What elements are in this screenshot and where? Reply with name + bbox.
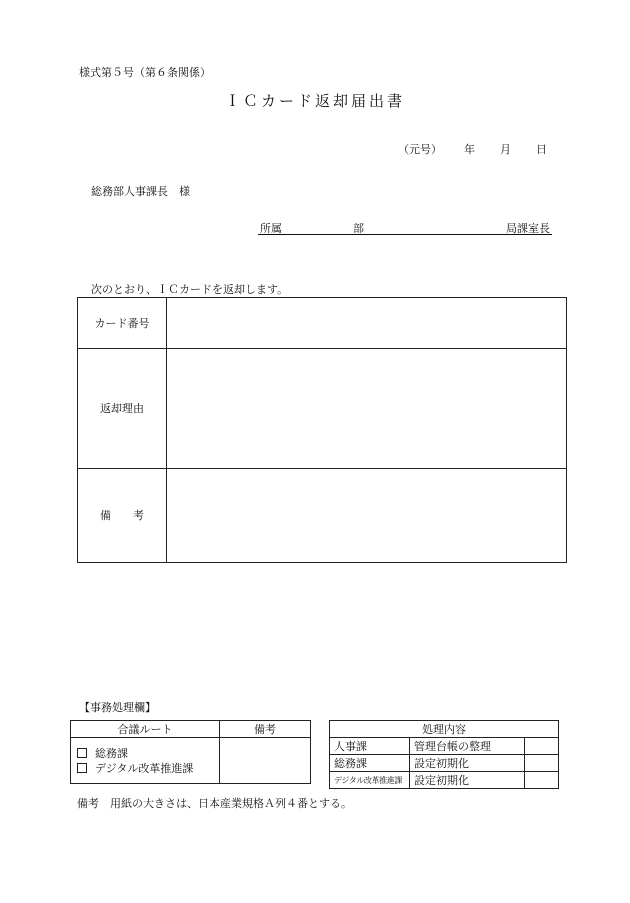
work-task: 設定初期化 <box>410 755 525 772</box>
route-note-field[interactable] <box>220 738 311 784</box>
date-year: 年 <box>464 143 475 156</box>
footnote: 備考 用紙の大きさは、日本産業規格Ａ列４番とする。 <box>77 797 352 810</box>
processing-heading: 【事務処理欄】 <box>79 701 156 714</box>
affiliation-office: 局課室長 <box>506 222 550 235</box>
work-header: 処理内容 <box>330 721 559 738</box>
intro-text: 次のとおり、ＩＣカードを返却します。 <box>91 283 289 296</box>
work-row <box>330 772 559 789</box>
addressee: 総務部人事課長 様 <box>91 185 190 198</box>
work-task: 設定初期化 <box>410 772 525 789</box>
return-reason-row <box>78 349 567 468</box>
work-task: 管理台帳の整理 <box>410 738 525 755</box>
work-dept: 人事課 <box>330 738 410 755</box>
form-number: 様式第５号（第６条関係） <box>79 66 211 79</box>
date-month: 月 <box>500 143 511 156</box>
date-day: 日 <box>536 143 547 156</box>
card-number-field[interactable] <box>167 298 567 349</box>
remarks-label: 備 考 <box>78 468 167 562</box>
return-form-table <box>77 297 567 563</box>
card-number-label: カード番号 <box>78 298 167 349</box>
checkbox[interactable] <box>77 748 87 758</box>
remarks-field[interactable] <box>167 468 567 562</box>
affiliation-underline <box>258 234 552 235</box>
affiliation-label: 所属 <box>260 222 282 235</box>
work-dept: 総務課 <box>330 755 410 772</box>
document-title: ＩＣカード返却届出書 <box>224 92 405 110</box>
checkbox[interactable] <box>77 763 87 773</box>
route-note-header: 備考 <box>220 721 311 738</box>
return-reason-field[interactable] <box>167 349 567 468</box>
work-dept: デジタル改革推進課 <box>330 772 410 789</box>
work-check[interactable] <box>525 755 559 772</box>
return-reason-label: 返却理由 <box>78 349 167 468</box>
route-list <box>71 738 220 784</box>
route-item: デジタル改革推進課 <box>77 761 219 776</box>
route-table <box>70 720 311 784</box>
date-era: （元号） <box>398 143 442 156</box>
work-table <box>329 720 559 789</box>
remarks-row <box>78 468 567 562</box>
route-item: 総務課 <box>77 746 219 761</box>
work-check[interactable] <box>525 738 559 755</box>
work-row <box>330 755 559 772</box>
route-header: 合議ルート <box>71 721 220 738</box>
affiliation-department: 部 <box>353 222 364 235</box>
work-check[interactable] <box>525 772 559 789</box>
card-number-row <box>78 298 567 349</box>
work-row <box>330 738 559 755</box>
